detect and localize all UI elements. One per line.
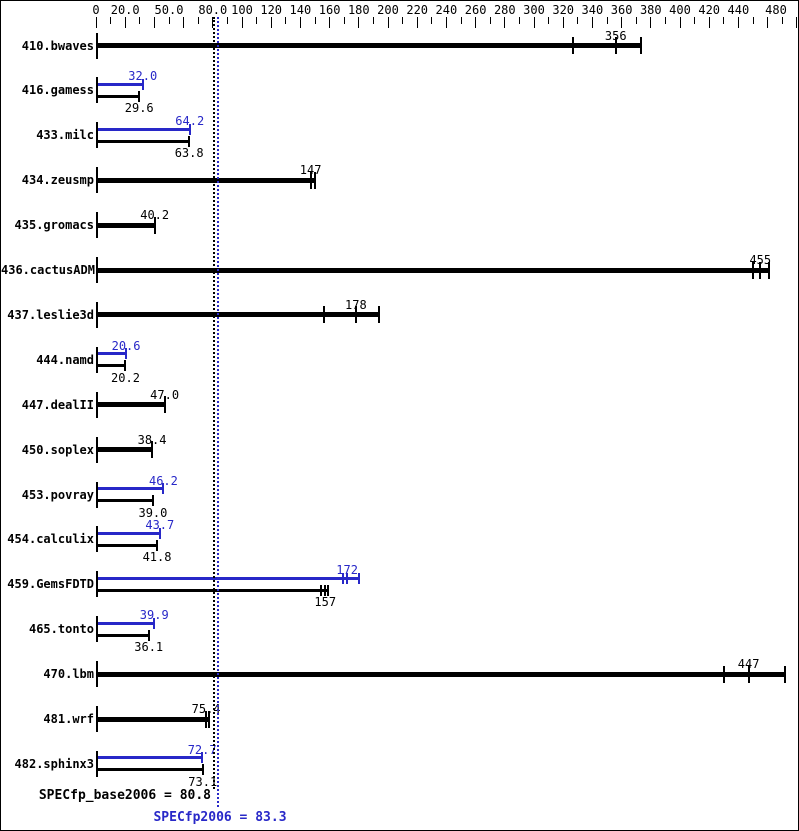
axis-tick-label: 180 (347, 3, 370, 17)
bar-start-cap (96, 347, 98, 373)
axis-tick (125, 17, 126, 28)
benchmark-label: 444.namd (36, 352, 94, 367)
run-tick (202, 764, 204, 775)
value-label: 178 (345, 297, 367, 312)
axis-tick (285, 17, 286, 24)
value-label: 20.2 (111, 370, 140, 385)
axis-tick-label: 20.0 (110, 3, 140, 17)
run-tick (152, 495, 154, 506)
axis-tick (344, 17, 345, 24)
axis-tick-label: 340 (581, 3, 604, 17)
benchmark-label: 470.lbm (43, 667, 94, 682)
axis-tick (709, 17, 710, 28)
value-label: 75.4 (191, 702, 221, 716)
run-tick (148, 630, 150, 641)
axis-tick-label: 200 (377, 3, 399, 17)
axis-tick (329, 17, 330, 28)
axis-tick (782, 17, 783, 24)
axis-tick-label: 360 (610, 3, 633, 17)
benchmark-label: 447.dealII (21, 397, 94, 412)
value-label: 32.0 (128, 69, 158, 84)
bar-start-cap (96, 122, 98, 148)
axis-tick (504, 17, 505, 28)
axis-tick-label: 440 (727, 3, 750, 17)
bar-start-cap (96, 482, 98, 508)
axis-tick-label: 480 (765, 3, 787, 17)
axis-tick (227, 17, 228, 24)
axis-tick (461, 17, 462, 24)
run-tick (323, 306, 325, 323)
axis-tick-label: 0 (92, 3, 100, 17)
axis-tick (402, 17, 403, 24)
axis-tick-label: 300 (523, 3, 545, 17)
benchmark-label: 416.gamess (21, 83, 94, 98)
axis-tick-label: 120 (260, 3, 283, 17)
axis-tick-label: 260 (464, 3, 487, 17)
axis-tick (242, 17, 243, 28)
benchmark-label: 454.calculix (7, 532, 94, 547)
bar-start-cap (96, 571, 98, 597)
axis-tick (680, 17, 681, 28)
base-bar (98, 499, 153, 502)
axis-tick (198, 17, 199, 24)
value-label: 172 (336, 563, 358, 578)
axis-tick (183, 17, 184, 28)
axis-tick-label: 400 (669, 3, 691, 17)
axis-tick-label: 320 (552, 3, 575, 17)
axis-tick (256, 17, 257, 24)
value-label: 455 (749, 253, 772, 267)
axis-tick (490, 17, 491, 24)
benchmark-label: 433.milc (36, 128, 94, 143)
peak-bar (98, 532, 160, 535)
axis-tick (110, 17, 111, 24)
axis-tick (519, 17, 520, 24)
base-bar (98, 312, 379, 317)
axis-tick (767, 17, 768, 28)
bar-start-cap (96, 616, 98, 642)
axis-tick (665, 17, 666, 24)
axis-tick (607, 17, 608, 24)
axis-tick (563, 17, 564, 28)
axis-tick (96, 17, 97, 28)
value-label: 29.6 (124, 101, 154, 116)
value-label: 72.7 (187, 742, 217, 757)
axis-tick (358, 17, 359, 28)
base-bar (98, 95, 139, 98)
value-label: 38.4 (137, 432, 167, 447)
benchmark-label: 437.leslie3d (7, 307, 94, 322)
run-tick (327, 585, 329, 596)
run-tick (324, 585, 326, 596)
axis-tick (723, 17, 724, 24)
bar-start-cap (96, 77, 98, 103)
base-bar (98, 447, 152, 452)
axis-tick (315, 17, 316, 24)
base-mean-label: SPECfp_base2006 = 80.8 (38, 788, 211, 803)
axis-tick (548, 17, 549, 24)
peak-mean-label: SPECfp2006 = 83.3 (153, 810, 287, 825)
bar-start-cap (96, 526, 98, 552)
axis-tick (577, 17, 578, 24)
value-label: 63.8 (174, 146, 204, 161)
value-label: 47.0 (150, 387, 180, 402)
benchmark-label: 453.povray (21, 487, 94, 502)
run-tick (320, 585, 322, 596)
axis-tick-label: 420 (698, 3, 721, 17)
axis-tick-label: 100 (231, 3, 253, 17)
run-tick (572, 37, 574, 54)
axis-tick (431, 17, 432, 24)
run-tick (138, 91, 140, 102)
peak-bar (98, 577, 359, 580)
axis-tick (753, 17, 754, 24)
benchmark-label: 410.bwaves (21, 38, 94, 53)
benchmark-label: 482.sphinx3 (14, 756, 94, 771)
axis-tick (592, 17, 593, 28)
peak-bar (98, 622, 154, 625)
value-label: 43.7 (145, 518, 175, 533)
axis-tick-label: 80.0 (198, 3, 228, 17)
axis-tick-label: 160 (318, 3, 341, 17)
base-bar (98, 178, 315, 183)
peak-bar (98, 83, 143, 86)
peak-bar (98, 128, 190, 131)
value-label: 40.2 (140, 208, 170, 223)
value-label: 73.1 (188, 774, 218, 789)
axis-tick (475, 17, 476, 28)
value-label: 447 (737, 657, 760, 672)
axis-tick (373, 17, 374, 24)
value-label: 39.9 (139, 608, 169, 623)
bar-start-cap (96, 751, 98, 777)
base-bar (98, 43, 641, 48)
run-tick (784, 666, 786, 683)
base-bar (98, 717, 209, 722)
axis-tick (650, 17, 651, 28)
peak-mean-dotted-line (217, 17, 219, 807)
benchmark-label: 435.gromacs (14, 218, 94, 233)
run-tick (124, 360, 126, 371)
base-bar (98, 140, 189, 143)
axis-tick (139, 17, 140, 24)
value-label: 20.6 (111, 338, 141, 353)
run-tick (188, 136, 190, 147)
value-label: 157 (314, 595, 337, 610)
peak-bar (98, 756, 202, 759)
value-label: 41.8 (142, 550, 172, 565)
value-label: 356 (604, 28, 627, 43)
value-label: 36.1 (134, 640, 164, 655)
benchmark-label: 465.tonto (28, 622, 94, 637)
benchmark-label: 450.soplex (21, 442, 94, 457)
axis-tick (534, 17, 535, 28)
base-bar (98, 768, 203, 771)
axis-tick (388, 17, 389, 28)
base-bar (98, 364, 125, 367)
run-tick (156, 540, 158, 551)
axis-tick (694, 17, 695, 24)
axis-tick-label: 220 (406, 3, 429, 17)
value-label: 39.0 (138, 505, 168, 520)
benchmark-label: 434.zeusmp (21, 173, 94, 188)
base-bar (98, 402, 165, 407)
axis-tick (154, 17, 155, 28)
axis-tick-label: 280 (493, 3, 516, 17)
benchmark-label: 459.GemsFDTD (7, 577, 94, 592)
axis-tick (300, 17, 301, 28)
value-label: 64.2 (175, 114, 205, 129)
value-label: 46.2 (148, 473, 178, 488)
base-bar (98, 268, 769, 273)
base-bar (98, 223, 155, 228)
benchmark-label: 481.wrf (43, 712, 94, 726)
value-label: 147 (299, 163, 322, 178)
axis-tick (446, 17, 447, 28)
axis-tick (417, 17, 418, 28)
base-mean-dotted-line (213, 17, 215, 789)
axis-tick (738, 17, 739, 28)
base-bar (98, 634, 149, 637)
axis-tick-label: 380 (639, 3, 662, 17)
axis-tick (636, 17, 637, 24)
axis-tick-label: 240 (435, 3, 458, 17)
axis-tick (271, 17, 272, 28)
benchmark-label: 436.cactusADM (1, 263, 95, 277)
axis-tick (621, 17, 622, 28)
axis-tick-label: 140 (289, 3, 312, 17)
base-bar (98, 544, 157, 547)
axis-tick (796, 17, 797, 28)
axis-tick-label: 50.0 (154, 3, 184, 17)
base-bar (98, 672, 785, 677)
axis-tick (169, 17, 170, 24)
